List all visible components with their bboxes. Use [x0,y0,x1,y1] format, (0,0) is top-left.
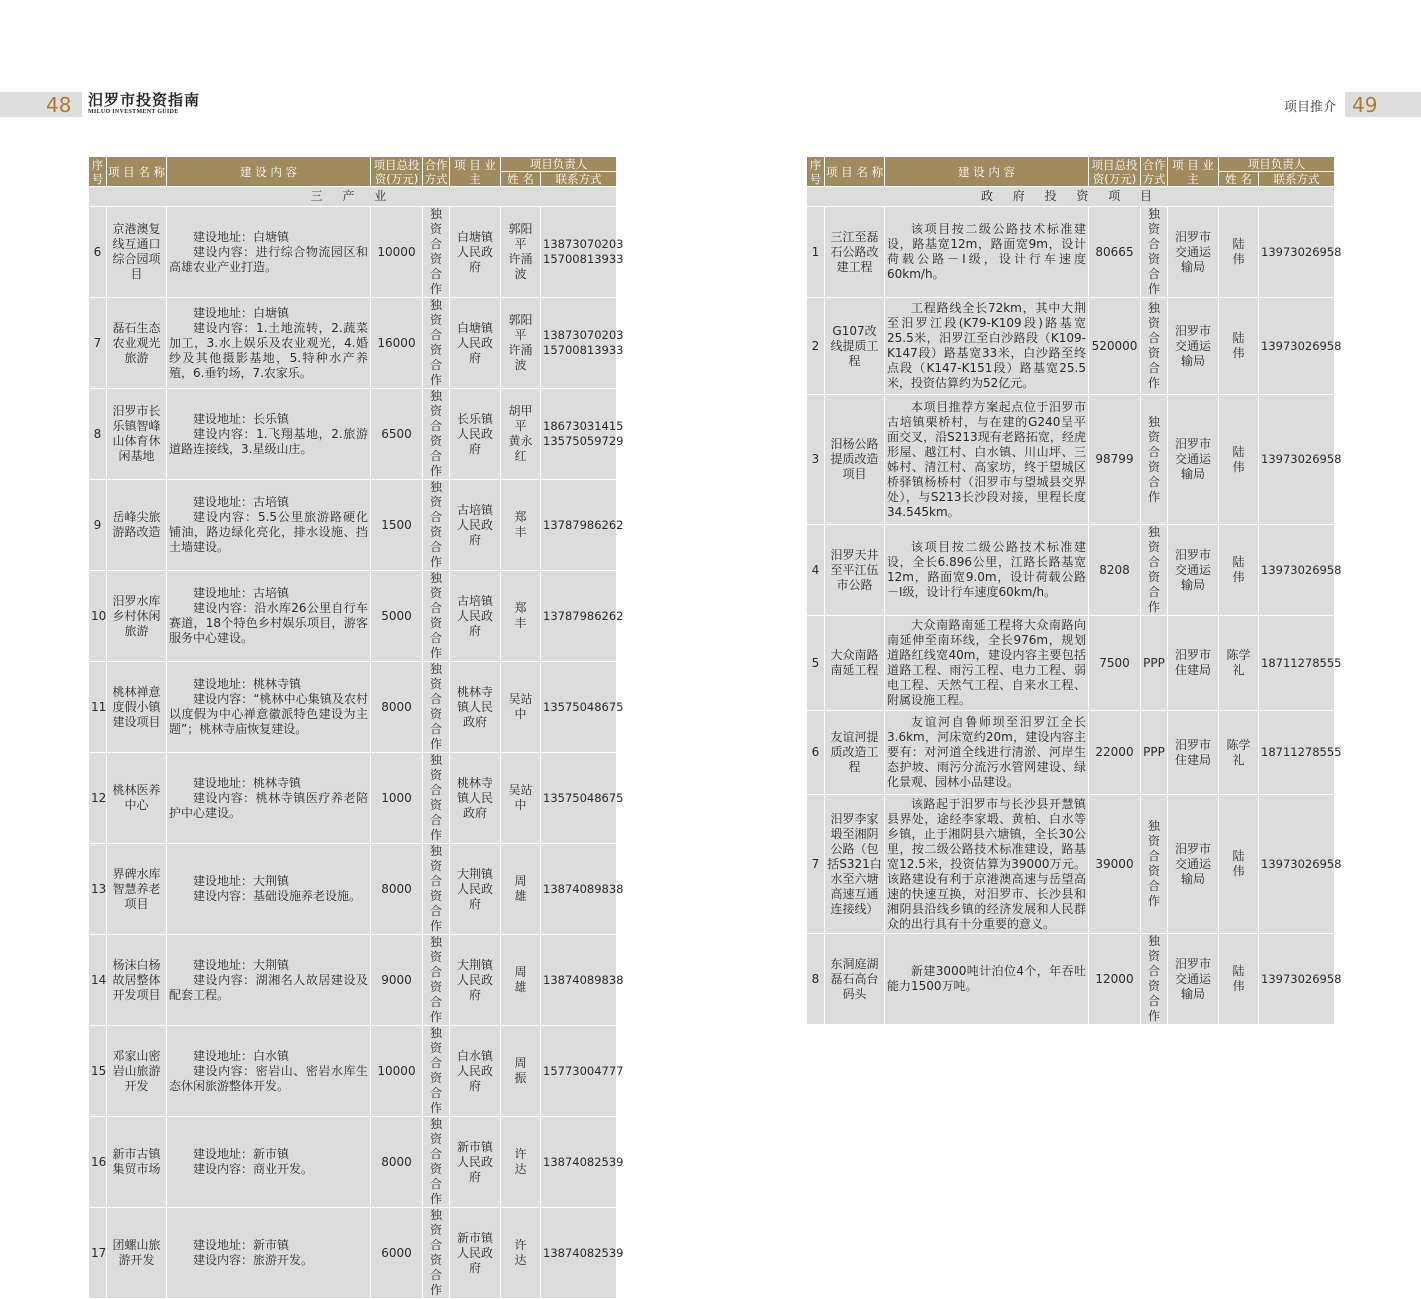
contact-phone: 18711278555 [1259,616,1335,711]
project-owner: 汨罗市住建局 [1168,616,1219,711]
content-line: 建设内容：湖湘名人故居建设及配套工程。 [169,972,368,1002]
row-number: 7 [807,795,825,934]
contact-person: 郑 丰 [501,571,541,662]
project-owner: 白塘镇人民政府 [450,207,501,298]
project-owner: 汨罗市交通运输局 [1168,298,1219,395]
content-line: 新建3000吨计泊位4个，年吞吐能力1500万吨。 [887,964,1086,993]
cooperation-mode: PPP [1141,711,1168,795]
cooperation-mode: 独资 合资 合作 [423,480,450,571]
brand [88,92,200,115]
col-content: 建 设 内 容 [885,157,1089,187]
row-number: 16 [89,1117,107,1208]
contact-phone: 13873070203 15700813933 [541,207,617,298]
project-owner: 新市镇人民政府 [450,1208,501,1299]
table-row [89,298,617,389]
project-content [885,298,1089,395]
row-number: 14 [89,935,107,1026]
project-owner: 汨罗市交通运输局 [1168,395,1219,525]
content-line: 本项目推荐方案起点位于汨罗市古培镇栗桥村，与在建的G240呈平面交叉，沿S213现有老路拓宽，经虎形屋、越江村、白水镇、川山坪、三姊村、清江村、高家坊，终于望城区桥驿镇杨桥村（汨罗市与望城县交界处），与S213长沙段对接，里程长度34.545km。 [887,399,1086,519]
project-content [885,711,1089,795]
content-line: 建设地址：白水镇 [193,1048,290,1063]
row-number: 17 [89,1208,107,1299]
cooperation-mode: 独资 合资 合作 [423,1026,450,1117]
contact-person: 陆 伟 [1219,207,1259,298]
project-owner: 新市镇人民政府 [450,1117,501,1208]
contact-phone: 13575048675 [541,662,617,753]
project-name: 邓家山密岩山旅游开发 [107,1026,167,1117]
contact-phone: 13973026958 [1259,934,1335,1025]
contact-person: 周 雄 [501,935,541,1026]
content-line: 建设地址：古培镇 [193,586,290,600]
row-number: 5 [807,616,825,711]
table-row [89,1026,617,1117]
project-name: 杨沫白杨故居整体开发项目 [107,935,167,1026]
guide-title: 汨罗市投资指南 [88,91,201,109]
col-mode: 合作方式 [1142,157,1166,186]
project-content [167,207,371,298]
project-owner: 汨罗市交通运输局 [1168,525,1219,616]
contact-phone: 18673031415 13575059729 [541,389,617,480]
project-name: G107改线提质工程 [825,298,885,395]
project-name: 桃林医养中心 [107,753,167,844]
project-investment: 1500 [371,480,423,571]
project-investment: 16000 [371,298,423,389]
project-content [885,207,1089,298]
project-content [167,662,371,753]
cooperation-mode: 独资 合资 合作 [423,389,450,480]
category-label: 三 产 业 [89,187,617,207]
cooperation-mode: 独资 合资 合作 [423,935,450,1026]
col-name: 项 目 名 称 [825,157,885,187]
content-line: 建设内容：基础设施养老设施。 [193,889,362,903]
project-investment: 10000 [371,1026,423,1117]
col-content: 建 设 内 容 [167,157,371,187]
project-investment: 8000 [371,844,423,935]
contact-person: 胡甲平 黄永红 [501,389,541,480]
contact-person: 郭阳平 许涌波 [501,207,541,298]
project-owner: 桃林寺镇人民政府 [450,662,501,753]
contact-person: 许 达 [501,1208,541,1299]
project-name: 汨罗水库乡村休闲旅游 [107,571,167,662]
col-contact-group: 项目负责人 [501,157,617,172]
project-content [885,795,1089,934]
col-name: 项 目 名 称 [107,157,167,187]
content-line: 建设内容：沿水库26公里自行车赛道，18个特色乡村娱乐项目，游客服务中心建设。 [169,601,368,645]
cooperation-mode: 独资 合资 合作 [423,298,450,389]
contact-person: 陆 伟 [1219,395,1259,525]
project-owner: 长乐镇人民政府 [450,389,501,480]
content-line: 建设地址：白塘镇 [193,305,290,320]
contact-phone: 13973026958 [1259,795,1335,934]
project-investment: 80665 [1089,207,1141,298]
project-name: 桃林禅意度假小镇建设项目 [107,662,167,753]
table-row [807,395,1335,525]
table-row [807,616,1335,711]
cooperation-mode: 独资 合资 合作 [423,571,450,662]
project-investment: 39000 [1089,795,1141,934]
project-owner: 白塘镇人民政府 [450,298,501,389]
right-project-table [806,156,1342,1025]
content-line: 建设地址：白塘镇 [193,229,290,244]
content-line: 大众南路南延工程将大众南路向南延伸至南环线，全长976m，规划道路红线宽40m，建设内容主要包括道路工程、雨污工程、电力工程、弱电工程、天然气工程、自来水工程、附属设施工程。 [887,618,1086,707]
contact-person: 周 雄 [501,844,541,935]
left-page-number: 48 [46,93,72,117]
project-name: 新市古镇集贸市场 [107,1117,167,1208]
cooperation-mode: 独资 合资 合作 [1141,298,1168,395]
contact-phone: 13874082539 [541,1117,617,1208]
project-investment: 8000 [371,662,423,753]
contact-phone: 15773004777 [541,1026,617,1117]
contact-person: 陆 伟 [1219,795,1259,934]
table-row [89,571,617,662]
project-owner: 汨罗市住建局 [1168,711,1219,795]
content-line: 建设地址：古培镇 [193,495,290,509]
project-investment: 98799 [1089,395,1141,525]
project-content [885,525,1089,616]
project-content [167,571,371,662]
project-name: 团螺山旅游开发 [107,1208,167,1299]
project-owner: 汨罗市交通运输局 [1168,207,1219,298]
cooperation-mode: PPP [1141,616,1168,711]
row-number: 4 [807,525,825,616]
col-contact-group: 项目负责人 [1219,157,1335,172]
contact-phone: 18711278555 [1259,711,1335,795]
row-number: 3 [807,395,825,525]
row-number: 1 [807,207,825,298]
project-investment: 22000 [1089,711,1141,795]
project-name: 友谊河提质改造工程 [825,711,885,795]
row-number: 8 [89,389,107,480]
project-name: 汨罗天井至平江伍市公路 [825,525,885,616]
row-number: 13 [89,844,107,935]
table-row [89,662,617,753]
col-owner: 项 目 业 主 [1168,157,1219,187]
content-line: 工程路线全长72km，其中大荆至汨罗江段(K79-K109段)路基宽25.5米，汨罗江至白沙路段（K109-K147段）路基宽33米，白沙路至终点段（K147-K151段）路基宽25.5米，投资估算约为52亿元。 [887,301,1086,390]
project-content [167,844,371,935]
category-row [807,187,1335,207]
contact-person: 周 振 [501,1026,541,1117]
content-line: 建设地址：新市镇 [193,1238,290,1252]
project-investment: 6500 [371,389,423,480]
cooperation-mode: 独资 合资 合作 [423,1208,450,1299]
col-phone: 联系方式 [541,172,617,187]
col-no: 序号 [807,157,825,187]
cooperation-mode: 独资 合资 合作 [423,844,450,935]
content-line: 建设地址：新市镇 [193,1147,290,1161]
contact-phone: 13787986262 [541,571,617,662]
contact-phone: 13874082539 [541,1208,617,1299]
col-investment: 项目总投资(万元) [1089,157,1141,187]
contact-person: 郭阳平 许涌波 [501,298,541,389]
row-number: 12 [89,753,107,844]
project-content [167,1026,371,1117]
section-label: 项目推介 [1284,100,1337,115]
table-row [807,711,1335,795]
project-content [167,389,371,480]
left-project-table [88,156,624,1299]
contact-phone: 13575048675 [541,753,617,844]
contact-person: 陈学礼 [1219,711,1259,795]
project-content [167,480,371,571]
content-line: 建设内容：“桃林中心集镇及农村以度假为中心禅意徽派特色建设为主题”；桃林寺庙恢复建设。 [169,692,368,736]
project-investment: 9000 [371,935,423,1026]
content-line: 建设内容：商业开发。 [193,1162,314,1176]
table-row [89,389,617,480]
row-number: 6 [807,711,825,795]
cooperation-mode: 独资 合资 合作 [1141,934,1168,1025]
row-number: 6 [89,207,107,298]
table-row [89,1208,617,1299]
content-line: 建设内容：桃林寺镇医疗养老陪护中心建设。 [169,790,368,820]
project-investment: 8000 [371,1117,423,1208]
project-content [885,934,1089,1025]
table-row [807,934,1335,1025]
contact-phone: 13973026958 [1259,298,1335,395]
project-owner: 汨罗市交通运输局 [1168,795,1219,934]
col-person: 姓 名 [501,172,541,187]
project-investment: 8208 [1089,525,1141,616]
content-line: 该路起于汨罗市与长沙县开慧镇县界处，途经李家塅、黄柏、白水等乡镇，止于湘阴县六塘镇，全长30公里，按二级公路技术标准建设，路基宽12.5米，投资估算为39000万元。该路建设有利于京港澳高速与岳望高速的快速互换，对汨罗市、长沙县和湘阴县沿线乡镇的经济发展和人民群众的出行具有十分重要的意义。 [887,796,1086,931]
cooperation-mode: 独资 合资 合作 [1141,795,1168,934]
project-content [167,753,371,844]
project-name: 三江至磊石公路改建工程 [825,207,885,298]
row-number: 15 [89,1026,107,1117]
right-page-number: 49 [1352,93,1378,117]
project-name: 东洞庭湖磊石高台码头 [825,934,885,1025]
category-row [89,187,617,207]
project-investment: 10000 [371,207,423,298]
project-name: 京港澳复线互通口综合园项目 [107,207,167,298]
table-row [89,480,617,571]
content-line: 建设内容：5.5公里旅游路硬化铺油，路边绿化亮化，排水设施、挡土墙建设。 [169,510,368,554]
content-line: 建设地址：长乐镇 [193,411,290,426]
content-line: 该项目按二级公路技术标准建设，全长6.896公里，江路长路基宽12m，路面宽9.0m，设计荷载公路－Ⅰ级，设计行车速度60km/h。 [887,540,1086,599]
content-line: 建设内容：1.飞翔基地，2.旅游道路连接线，3.星级山庄。 [169,426,368,456]
project-investment: 1000 [371,753,423,844]
row-number: 2 [807,298,825,395]
contact-phone: 13973026958 [1259,525,1335,616]
row-number: 9 [89,480,107,571]
contact-person: 陆 伟 [1219,298,1259,395]
contact-phone: 13973026958 [1259,207,1335,298]
contact-person: 吴站中 [501,662,541,753]
col-no: 序号 [89,157,107,187]
contact-phone: 13873070203 15700813933 [541,298,617,389]
project-investment: 6000 [371,1208,423,1299]
content-line: 建设内容：旅游开发。 [193,1253,314,1267]
project-content [167,1208,371,1299]
project-name: 大众南路南延工程 [825,616,885,711]
project-name: 岳峰尖旅游路改造 [107,480,167,571]
row-number: 7 [89,298,107,389]
contact-person: 许 达 [501,1117,541,1208]
col-owner: 项 目 业 主 [450,157,501,187]
cooperation-mode: 独资 合资 合作 [423,662,450,753]
project-owner: 汨罗市交通运输局 [1168,934,1219,1025]
project-investment: 5000 [371,571,423,662]
cooperation-mode: 独资 合资 合作 [1141,207,1168,298]
row-number: 11 [89,662,107,753]
project-name: 磊石生态农业观光旅游 [107,298,167,389]
content-line: 建设内容：密岩山、密岩水库生态休闲旅游整体开发。 [169,1063,368,1093]
project-owner: 大荆镇人民政府 [450,844,501,935]
contact-phone: 13874089838 [541,844,617,935]
col-mode: 合作方式 [424,157,448,186]
cooperation-mode: 独资 合资 合作 [423,753,450,844]
content-line: 该项目按二级公路技术标准建设，路基宽12m，路面宽9m，设计荷载公路－Ⅰ级，设计行车速度60km/h。 [887,222,1086,281]
contact-person: 郑 丰 [501,480,541,571]
project-content [167,1117,371,1208]
table-row [89,1117,617,1208]
content-line: 建设地址：大荆镇 [193,874,290,888]
contact-phone: 13973026958 [1259,395,1335,525]
project-content [885,616,1089,711]
content-line: 建设地址：大荆镇 [193,957,290,972]
contact-phone: 13874089838 [541,935,617,1026]
contact-person: 陆 伟 [1219,934,1259,1025]
content-line: 建设内容：1.土地流转，2.蔬菜加工，3.水上娱乐及农业观光，4.婚纱及其他摄影基地，5.特种水产养殖，6.垂钓场，7.农家乐。 [169,320,368,380]
row-number: 8 [807,934,825,1025]
table-row [807,298,1335,395]
content-line: 友谊河自鲁师坝至汨罗江全长3.6km，河床宽约20m，建设内容主要有：对河道全线进行清淤、河岸生态护坡、雨污分流污水管网建设、绿化景观、园林小品建设。 [887,715,1086,789]
project-investment: 12000 [1089,934,1141,1025]
project-owner: 大荆镇人民政府 [450,935,501,1026]
project-owner: 桃林寺镇人民政府 [450,753,501,844]
contact-person: 吴站中 [501,753,541,844]
table-row [89,844,617,935]
project-name: 汨杨公路提质改造项目 [825,395,885,525]
contact-phone: 13787986262 [541,480,617,571]
category-label: 政 府 投 资 项 目 [807,187,1335,207]
project-investment: 520000 [1089,298,1141,395]
guide-subtitle: MILUO INVESTMENT GUIDE [88,109,179,115]
project-content [885,395,1089,525]
col-phone: 联系方式 [1259,172,1335,187]
project-owner: 古培镇人民政府 [450,571,501,662]
table-row [89,935,617,1026]
project-owner: 白水镇人民政府 [450,1026,501,1117]
project-name: 界碑水库智慧养老项目 [107,844,167,935]
project-content [167,935,371,1026]
row-number: 10 [89,571,107,662]
project-name: 汨罗市长乐镇智峰山体育休闲基地 [107,389,167,480]
cooperation-mode: 独资 合资 合作 [423,207,450,298]
project-name: 汨罗李家塅至湘阴公路（包括S321白水至六塘高速互通连接线） [825,795,885,934]
table-row [89,207,617,298]
content-line: 建设内容：进行综合物流园区和高雄农业产业打造。 [169,244,368,274]
table-row [807,795,1335,934]
project-investment: 7500 [1089,616,1141,711]
col-investment: 项目总投资(万元) [371,157,423,187]
table-row [807,525,1335,616]
contact-person: 陈学礼 [1219,616,1259,711]
cooperation-mode: 独资 合资 合作 [1141,395,1168,525]
project-owner: 古培镇人民政府 [450,480,501,571]
project-content [167,298,371,389]
col-person: 姓 名 [1219,172,1259,187]
content-line: 建设地址：桃林寺镇 [193,775,302,790]
content-line: 建设地址：桃林寺镇 [193,677,302,691]
cooperation-mode: 独资 合资 合作 [1141,525,1168,616]
table-row [89,753,617,844]
contact-person: 陆 伟 [1219,525,1259,616]
table-row [807,207,1335,298]
cooperation-mode: 独资 合资 合作 [423,1117,450,1208]
